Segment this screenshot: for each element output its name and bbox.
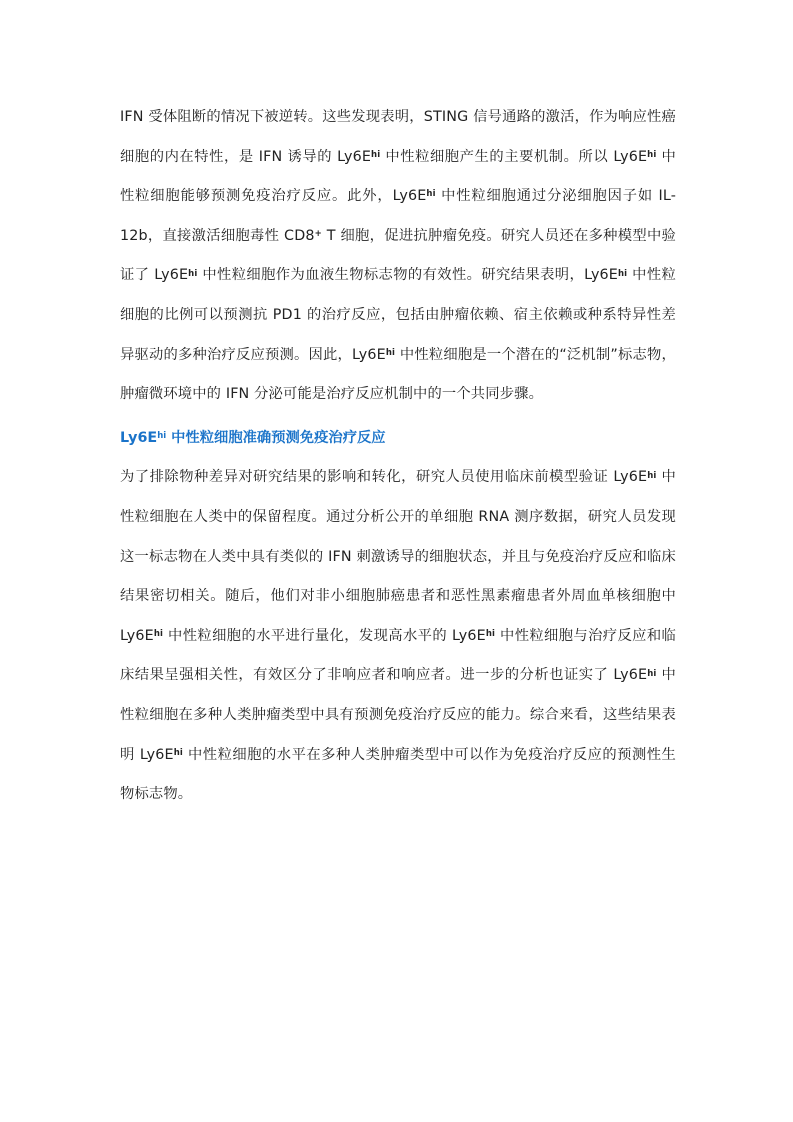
superscript-hi: hi — [485, 628, 496, 639]
superscript-hi: hi — [188, 268, 198, 279]
article-content — [120, 98, 676, 815]
text-run: IFN 受体阻断的情况下被逆转。这些发现表明，STING 信号通路的激活，作为响应性癌细胞的内在特性，是 IFN 诱导的 Ly6E — [120, 109, 676, 165]
text-run: 中性粒细胞在多种人类肿瘤类型中具有预测免疫治疗反应的能力。综合来看，这些结果表明 Ly6E — [120, 667, 676, 763]
superscript-hi: hi — [385, 347, 396, 358]
text-run: 中性粒细胞的水平在多种人类肿瘤类型中可以作为免疫治疗反应的预测性生物标志物。 — [120, 746, 676, 803]
text-run: 中性粒细胞的水平进行量化，发现高水平的 Ly6E — [163, 627, 486, 644]
body-paragraph-1 — [120, 98, 676, 415]
text-run: 中性粒细胞与治疗反应和临床结果呈强相关性，有效区分了非响应者和响应者。进一步的分析也证实了 Ly6E — [120, 627, 676, 684]
text-run: 为了排除物种差异对研究结果的影响和转化，研究人员使用临床前模型验证 Ly6E — [120, 469, 648, 486]
heading-text-run: Ly6E — [120, 429, 158, 446]
body-paragraph-2 — [120, 458, 676, 814]
heading-text-run: 中性粒细胞准确预测免疫治疗反应 — [166, 429, 386, 446]
text-run: T 细胞，促进抗肿瘤免疫。研究人员还在多种模型中验证了 Ly6E — [120, 227, 676, 284]
text-run: 中性粒细胞能够预测免疫治疗反应。此外，Ly6E — [120, 148, 676, 205]
superscript-plus: + — [314, 228, 322, 239]
superscript-hi: hi — [617, 268, 628, 279]
superscript-hi: hi — [153, 628, 164, 639]
text-run: 中性粒细胞的比例可以预测抗 PD1 的治疗反应，包括由肿瘤依赖、宿主依赖或种系特异性差异驱动的多种治疗反应预测。因此，Ly6E — [120, 267, 676, 363]
superscript-hi: hi — [157, 430, 167, 441]
superscript-hi: hi — [647, 470, 657, 481]
text-run: 中性粒细胞作为血液生物标志物的有效性。研究结果表明，Ly6E — [197, 267, 618, 284]
text-run: 中性粒细胞是一个潜在的“泛机制”标志物，肿瘤微环境中的 IFN 分泌可能是治疗反应机制中的一个共同步骤。 — [120, 346, 676, 403]
superscript-hi: hi — [173, 747, 183, 758]
text-run: 中性粒细胞产生的主要机制。所以 Ly6E — [380, 148, 648, 165]
text-run: 中性粒细胞在人类中的保留程度。通过分析公开的单细胞 RNA 测序数据，研究人员发现这一标志物在人类中具有类似的 IFN 刺激诱导的细胞状态，并且与免疫治疗反应和临床结果密切相关。随后，他们对非小细胞肺癌患者和恶性黑素瘤患者外周血单核细胞中 Ly6E — [120, 469, 676, 644]
text-run: 中性粒细胞通过分泌细胞因子如 IL-12b，直接激活细胞毒性 CD8 — [120, 188, 677, 244]
superscript-hi: hi — [426, 189, 436, 200]
section-heading — [120, 419, 676, 459]
superscript-hi: hi — [647, 149, 657, 160]
superscript-hi: hi — [647, 668, 657, 679]
superscript-hi: hi — [371, 149, 381, 160]
